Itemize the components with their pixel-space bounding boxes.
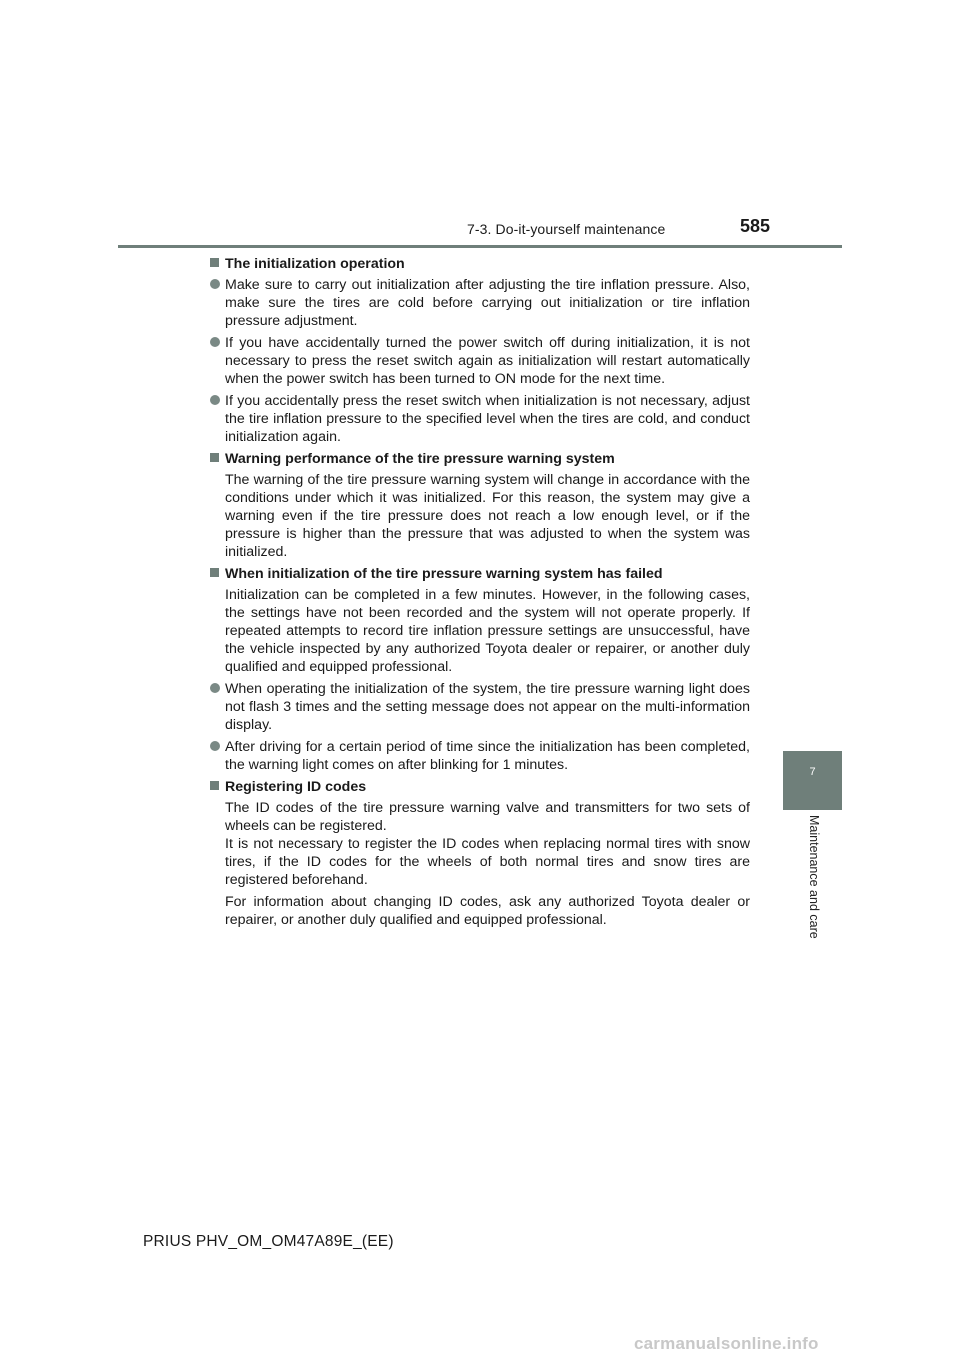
section-initialization-failed: [210, 565, 750, 774]
list-item: [210, 392, 750, 446]
section-heading: [210, 450, 750, 468]
list-item-text: Make sure to carry out initialization after adjusting the tire inflation pressure. Also, make sure the tires are cold before carrying out initialization or tire inflation pressure adjustment.: [225, 277, 750, 329]
list-item-text: After driving for a certain period of time since the initialization has been completed, the warning light comes on after blinking for 1 minutes.: [225, 739, 750, 773]
circle-bullet-icon: [210, 395, 220, 405]
section-initialization-operation: [210, 255, 750, 446]
section-heading-text: Registering ID codes: [225, 779, 367, 795]
chapter-label: Maintenance and care: [807, 815, 821, 939]
section-heading: [210, 255, 750, 273]
circle-bullet-icon: [210, 683, 220, 693]
list-item-text: If you accidentally press the reset switch when initialization is not necessary, adjust the tire inflation pressure to the specified level when the tires are cold, and conduct initialization again.: [225, 393, 750, 445]
square-bullet-icon: [210, 568, 219, 577]
circle-bullet-icon: [210, 279, 220, 289]
page-number: 585: [740, 216, 771, 236]
paragraph-line: The ID codes of the tire pressure warning valve and transmitters for two sets of wheels can be registered.: [225, 800, 750, 834]
section-registering-id-codes: [210, 778, 750, 929]
paragraph: Initialization can be completed in a few minutes. However, in the following cases, the settings have not been recorded and the system will not operate properly. If repeated attempts to record tire inflation pressure settings are unsuccessful, have the vehicle inspected by any authorized Toyota dealer or repairer, or another duly qualified and equipped professional.: [225, 587, 750, 675]
list-item-text: When operating the initialization of the system, the tire pressure warning light does not flash 3 times and the setting message does not appear on the multi-information display.: [225, 681, 750, 733]
list-item: [210, 680, 750, 734]
circle-bullet-icon: [210, 741, 220, 751]
watermark: carmanualsonline.info: [634, 1334, 819, 1353]
square-bullet-icon: [210, 781, 219, 790]
paragraph-line: It is not necessary to register the ID codes when replacing normal tires with snow tires, if the ID codes for the wheels of both normal tires and snow tires are registered beforehand.: [225, 836, 750, 888]
list-item: [210, 334, 750, 388]
section-warning-performance: [210, 450, 750, 561]
circle-bullet-icon: [210, 337, 220, 347]
model-code: PRIUS PHV_OM_OM47A89E_(EE): [143, 1233, 394, 1250]
chapter-tab: 7: [783, 751, 842, 810]
header-divider: [118, 245, 842, 248]
paragraph: The warning of the tire pressure warning system will change in accordance with the conditions under which it was initialized. For this reason, the system may give a warning even if the tire pressure does not reach a low enough level, or if the pressure is higher than the pressure that was adjusted to when the system was initialized.: [225, 472, 750, 560]
section-heading: [210, 778, 750, 796]
square-bullet-icon: [210, 258, 219, 267]
section-title: 7-3. Do-it-yourself maintenance: [467, 221, 666, 237]
section-heading: [210, 565, 750, 583]
section-heading-text: The initialization operation: [225, 256, 405, 272]
square-bullet-icon: [210, 453, 219, 462]
section-heading-text: When initialization of the tire pressure warning system has failed: [225, 566, 663, 582]
paragraph: [225, 799, 750, 889]
paragraph: For information about changing ID codes, ask any authorized Toyota dealer or repairer, or another duly qualified and equipped professional.: [225, 894, 750, 928]
section-heading-text: Warning performance of the tire pressure warning system: [225, 451, 615, 467]
list-item: [210, 738, 750, 774]
page-content: [210, 255, 750, 933]
list-item: [210, 276, 750, 330]
list-item-text: If you have accidentally turned the power switch off during initialization, it is not necessary to press the reset switch again as initialization will restart automatically when the power switch has been turned to ON mode for the next time.: [225, 335, 750, 387]
